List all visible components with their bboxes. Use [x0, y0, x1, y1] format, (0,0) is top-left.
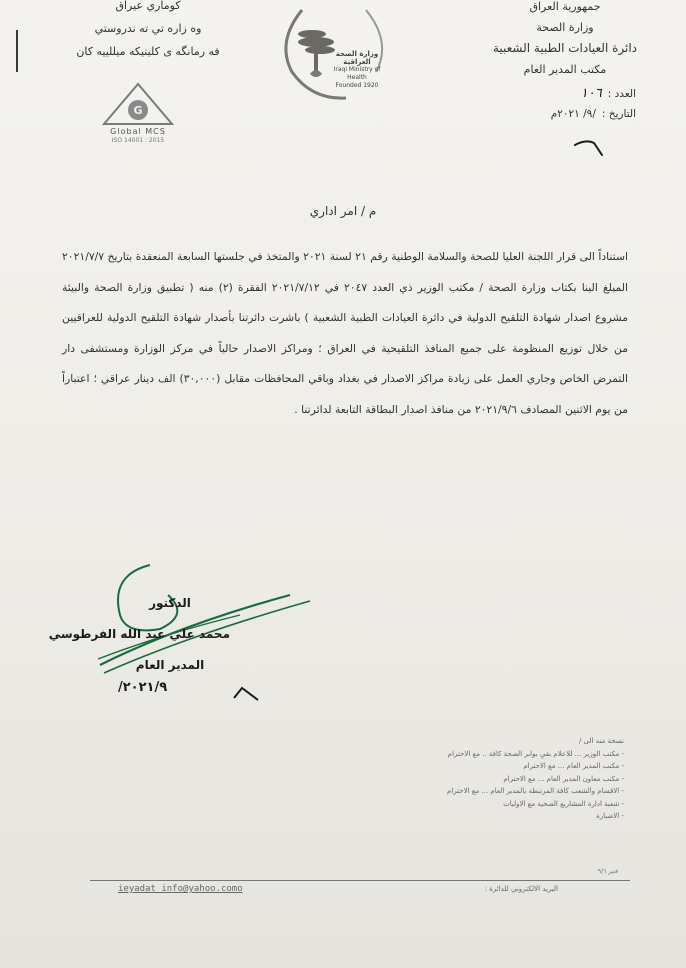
department-name: دائرة العيادات الطبية الشعبية: [492, 41, 638, 55]
emblem-english: Iraqi Ministry of Health: [333, 66, 381, 81]
ministry-name: وزارة الصحة: [536, 21, 594, 34]
footer-email-label: البريد الالكتروني للدائرة :: [484, 885, 558, 893]
kurdish-header: [48, 0, 248, 63]
global-mcs-caption: [92, 127, 184, 145]
cc-item: - مكتب معاون المدير العام ... مع الاحترام: [503, 774, 624, 783]
margin-bar: [16, 30, 18, 72]
handwritten-mark: [572, 137, 608, 163]
cc-item: - الاضبارة: [596, 812, 624, 820]
footer-note: فنير ٩/٦: [597, 868, 618, 875]
cc-heading: نسخة منه الى /: [578, 737, 624, 745]
global-mcs-name: Global MCS: [110, 127, 166, 136]
date-label: التاريخ :: [601, 108, 636, 120]
svg-text:G: G: [133, 104, 143, 117]
signature-date: ٢٠٢١/٩/: [118, 680, 168, 695]
kurdish-ministry: وه زاره تي ته ندروستي: [94, 22, 202, 35]
cc-item: - شعبة ادارة المشاريع الصحية مع الاوليات: [503, 799, 624, 808]
signature-date-mark: [232, 686, 260, 706]
cc-item: - الاقسام والشعب كافة المرتبطة بالمدير العام ... مع الاحترام: [447, 787, 624, 795]
iso-code: ISO 14001 : 2015: [111, 137, 165, 144]
cc-item: - مكتب الوزير ... للاعلام بقيِ بوابر الصحة كافة .. مع الاحترام: [447, 749, 624, 758]
cc-item: - مكتب المدير العام ... مع الاحترام: [523, 762, 624, 770]
emblem-founded: Founded 1920: [335, 82, 379, 89]
signer-position: المدير العام: [135, 658, 205, 672]
number-label: العدد :: [607, 88, 636, 100]
ministry-header: [480, 0, 650, 80]
signer-title: الدكتور: [149, 596, 191, 610]
office-name: مكتب المدير العام: [523, 63, 607, 76]
footer-email[interactable]: ieyadat_info@yahoo.como: [118, 884, 243, 894]
emblem-caption: [332, 50, 382, 90]
signature-block: [48, 588, 230, 681]
kurdish-country: كوماري عيراق: [115, 0, 181, 12]
subject-line: م / امر اداري: [309, 204, 377, 218]
document-body: [62, 242, 628, 425]
emblem-arabic: وزارة الصحة العراقية: [335, 50, 379, 66]
kurdish-department: فه رمانگه ى كلينيكه ميللييه كان: [76, 45, 220, 58]
number-value: ١٠٦: [580, 86, 602, 101]
reference-block: [476, 84, 636, 124]
date-value: /٩/ ٢٠٢١م: [550, 108, 596, 120]
footer-rule: [90, 880, 630, 881]
copy-to-list: [324, 735, 624, 823]
country-name: جمهورية العراق: [529, 0, 601, 13]
signer-name: محمد علي عبد الله الفرطوسي: [48, 627, 230, 641]
body-paragraph: استناداً الى قرار اللجنة العليا للصحة والسلامة الوطنية رقم ٢١ لسنة ٢٠٢١ والمتخذ في جلستها السابعة المنعقدة بتاريخ ٢٠٢١/٧/٧ المبلغ الينا بكتاب وزارة الصحة / مكتب الوزير ذي العدد ٢٠٤٧ في ٢٠٢١/٧/١٢ الفقرة (٢) منه ( تطبيق وزارة الصحة والبيئة مشروع اصدار شهادة التلقيح الدولية في دائرة العيادات الطبية الشعبية ) باشرت دائرتنا بأصدار شهادة التلقيح الدولية للعراقيين من خلال توزيع المنظومة على جميع المنافذ التلقيحية في العراق ؛ ومراكز الاصدار حالياً في مركز الوزارة ومستشفى دار التمرض الخاص وجاري العمل على زيادة مراكز الاصدار في بغداد وباقي المحافظات مقابل (٣٠,٠٠٠) الف دينار عراقي ؛ اعتباراً من يوم الاثنين المصادف ٢٠٢١/٩/٦ من منافذ اصدار البطاقة التابعة لدائرتنا .: [62, 250, 628, 416]
